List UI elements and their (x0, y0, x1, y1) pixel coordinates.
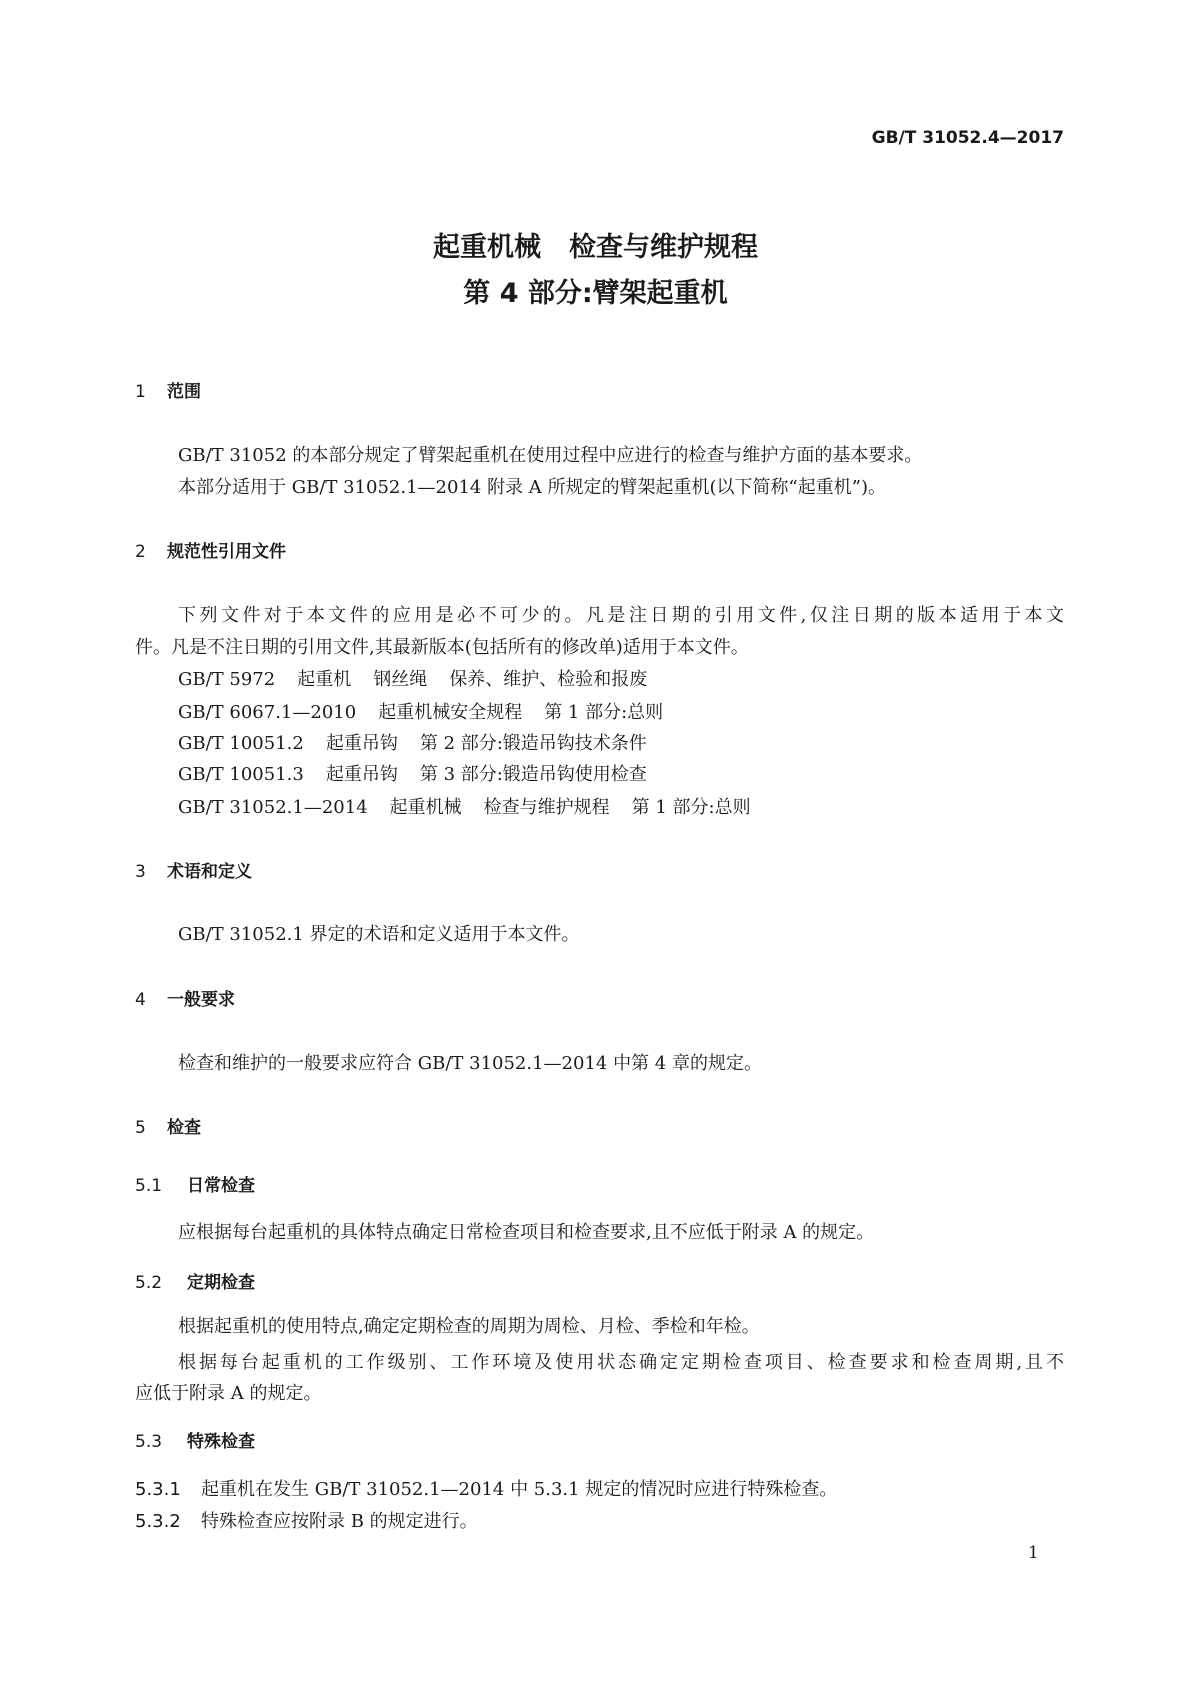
reference-title-part: 保养、维护、检验和报废 (449, 669, 648, 690)
reference-title-part: 起重吊钩 (325, 733, 398, 754)
section-number: 5.1 (135, 1176, 163, 1196)
paragraph: GB/T 31052 的本部分规定了臂架起重机在使用过程中应进行的检查与维护方面的基本要求。 (178, 445, 923, 466)
paragraph: 根据起重机的使用特点,确定定期检查的周期为周检、月检、季检和年检。 (178, 1316, 760, 1337)
reference-title-part: 钢丝绳 (373, 669, 428, 690)
clause-text: 起重机在发生 GB/T 31052.1—2014 中 5.3.1 规定的情况时应进行特殊检查。 (201, 1479, 838, 1500)
reference-item (178, 733, 669, 755)
section-number: 5.2 (135, 1273, 163, 1293)
paragraph: 本部分适用于 GB/T 31052.1—2014 附录 A 所规定的臂架起重机(以下简称“起重机”)。 (178, 477, 886, 498)
reference-item (178, 764, 669, 786)
paragraph-line: 根据每台起重机的工作级别、工作环境及使用状态确定定期检查项目、检查要求和检查周期,且不 (178, 1352, 1064, 1373)
paragraph: 应根据每台起重机的具体特点确定日常检查项目和检查要求,且不应低于附录 A 的规定。 (178, 1222, 875, 1243)
section-heading-2 (135, 541, 286, 563)
section-number: 5 (135, 1118, 146, 1138)
subsection-heading-5-1 (135, 1175, 255, 1197)
reference-item (178, 669, 669, 691)
reference-title-part: 检查与维护规程 (483, 797, 610, 818)
clause-5-3-2 (135, 1511, 478, 1533)
section-number: 5.3 (135, 1432, 163, 1452)
document-subtitle: 第 4 部分:臂架起重机 (463, 278, 728, 309)
reference-title-part: 第 3 部分:锻造吊钩使用检查 (419, 764, 647, 785)
reference-code: GB/T 31052.1—2014 (178, 797, 368, 818)
section-title: 定期检查 (187, 1273, 255, 1293)
section-title: 术语和定义 (167, 862, 252, 882)
reference-title-part: 起重机械 (389, 797, 462, 818)
paragraph-line: 下列文件对于本文件的应用是必不可少的。凡是注日期的引用文件,仅注日期的版本适用于本文 (178, 605, 1064, 626)
section-title: 范围 (167, 382, 201, 402)
section-number: 4 (135, 990, 146, 1010)
section-title: 日常检查 (187, 1176, 255, 1196)
subsection-heading-5-3 (135, 1431, 255, 1453)
section-heading-1 (135, 381, 201, 403)
reference-title-part: 第 2 部分:锻造吊钩技术条件 (419, 733, 647, 754)
reference-title-part: 起重机械安全规程 (378, 702, 523, 723)
reference-code: GB/T 5972 (178, 669, 276, 690)
section-title: 特殊检查 (187, 1432, 255, 1452)
title-part-a: 起重机械 (433, 232, 541, 263)
reference-code: GB/T 6067.1—2010 (178, 702, 357, 723)
paragraph: 检查和维护的一般要求应符合 GB/T 31052.1—2014 中第 4 章的规定。 (178, 1053, 762, 1074)
clause-5-3-1 (135, 1479, 837, 1501)
document-title (0, 231, 1191, 265)
section-heading-5 (135, 1117, 201, 1139)
section-title: 规范性引用文件 (167, 542, 286, 562)
reference-code: GB/T 10051.3 (178, 764, 304, 785)
section-title: 检查 (167, 1118, 201, 1138)
reference-item (178, 702, 685, 724)
paragraph: GB/T 31052.1 界定的术语和定义适用于本文件。 (178, 924, 580, 945)
page-number: 1 (1028, 1543, 1039, 1563)
reference-code: GB/T 10051.2 (178, 733, 304, 754)
reference-title-part: 第 1 部分:总则 (544, 702, 664, 723)
paragraph-line: 应低于附录 A 的规定。 (135, 1383, 322, 1404)
section-number: 1 (135, 382, 146, 402)
standard-number: GB/T 31052.4—2017 (871, 128, 1064, 148)
reference-title-part: 起重吊钩 (325, 764, 398, 785)
clause-number: 5.3.2 (135, 1511, 181, 1532)
clause-text: 特殊检查应按附录 B 的规定进行。 (201, 1511, 478, 1532)
section-number: 2 (135, 542, 146, 562)
reference-title-part: 起重机 (297, 669, 352, 690)
reference-item (178, 797, 773, 819)
clause-number: 5.3.1 (135, 1479, 181, 1500)
subsection-heading-5-2 (135, 1272, 255, 1294)
section-heading-4 (135, 989, 235, 1011)
section-heading-3 (135, 861, 252, 883)
section-number: 3 (135, 862, 146, 882)
title-part-b: 检查与维护规程 (569, 232, 758, 263)
reference-title-part: 第 1 部分:总则 (631, 797, 751, 818)
section-title: 一般要求 (167, 990, 235, 1010)
paragraph-line: 件。凡是不注日期的引用文件,其最新版本(包括所有的修改单)适用于本文件。 (135, 637, 749, 658)
